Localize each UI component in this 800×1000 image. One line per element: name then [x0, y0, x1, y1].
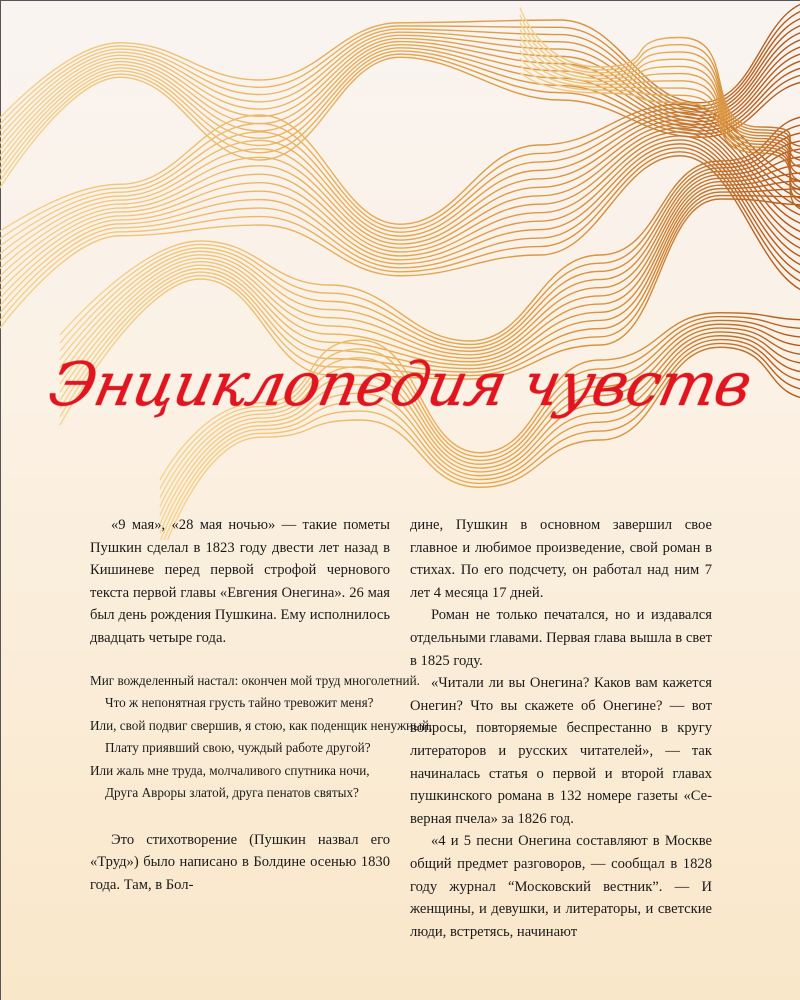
wave-line — [520, 29, 800, 169]
poem-line: Плату приявший свою, чуждый работе другой? — [105, 740, 371, 756]
moskovsky-vestnik-paragraph: «4 и 5 песни Онегина составляют в Москве общий предмет разговоров, — сообщал в 1828 году журнал “Московский вестник”. — И женщины, и девушки, и литераторы, и светские люди, встретясь, начинают — [410, 833, 712, 940]
publication-paragraph: Роман не только печатался, но и издавался отдельными главами. Первая глава вышла в свет в 1825 году. — [410, 607, 712, 669]
poem-commentary-paragraph: Это стихотворение (Пушкин назвал его «Труд») было написано в Болдине осенью 1830 года. Там, в Бол- — [90, 831, 390, 893]
poem — [90, 670, 433, 805]
wave-line — [60, 156, 800, 376]
poem-line: Что ж непонятная грусть тайно тревожит меня? — [105, 695, 374, 711]
left-column — [90, 514, 433, 896]
poem-line: Друга Авроры златой, друга пенатов святых? — [105, 785, 359, 801]
poem-line: Или жаль мне труда, молчаливого спутника ночи, — [90, 762, 370, 778]
page-title: Энциклопедия чувств — [42, 350, 758, 420]
intro-paragraph: «9 мая», «28 мая ночью» — такие пометы Пушкин сделал в 1823 году двести лет назад в Кишиневе перед первой строфой чернового текста первой главы «Евгения Онегина». 26 мая был день рождения Пушкина. Ему исполнилось двадцать четыре года. — [90, 517, 390, 646]
poem-line: Миг вожделенный настал: окончен мой труд многолетний. — [90, 672, 420, 688]
right-column — [410, 514, 712, 943]
severnaya-pchela-paragraph: «Читали ли вы Онегина? Каков вам кажется Онегин? Что вы скажете об Онегине? — вот вопросы, повторяемые беспрестанно в кругу литераторов и русских читателей», — так начиналась статья о первой и второй главах пушкинского романа в 132 номере газеты «Северная пчела» за 1826 год. — [410, 675, 712, 827]
continued-paragraph: дине, Пушкин в основном завершил свое главное и любимое произведение, свой роман в стихах. По его подсчету, он работал над ним 7 лет 4 месяца 17 дней. — [410, 517, 712, 601]
poem-line: Или, свой подвиг свершив, я стою, как поденщик ненужный, — [90, 717, 433, 733]
